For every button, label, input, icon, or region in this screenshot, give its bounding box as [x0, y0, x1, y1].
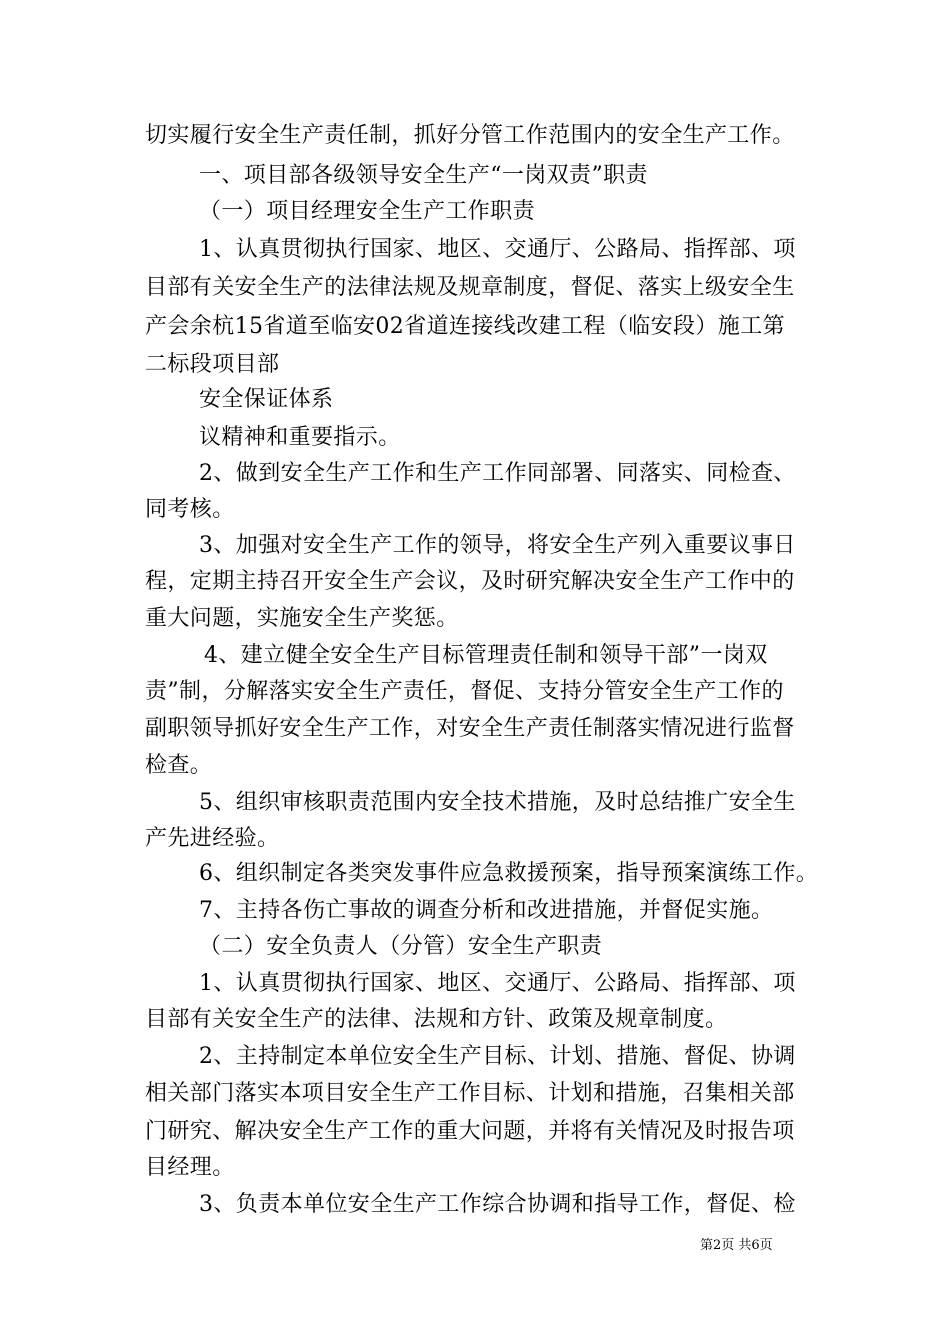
subsection-heading: （一）项目经理安全生产工作职责 [199, 199, 536, 224]
text-line: 3、负责本单位安全生产工作综合协调和指导工作，督促、检 [199, 1192, 796, 1217]
text-line: 副职领导抓好安全生产工作，对安全生产责任制落实情况进行监督 [145, 716, 795, 741]
text-line: 同考核。 [145, 497, 235, 522]
text-line: 责”制，分解落实安全生产责任，督促、支持分管安全生产工作的 [145, 679, 784, 704]
text-line: 检查。 [145, 753, 213, 778]
text-line: 2、做到安全生产工作和生产工作同部署、同落实、同检查、 [199, 461, 796, 486]
page-number-footer: 第2页 共6页 [700, 1238, 773, 1253]
subsection-heading: （二）安全负责人（分管）安全生产职责 [199, 934, 603, 959]
text-line: 目经理。 [145, 1155, 235, 1180]
text-line: 4、建立健全安全生产目标管理责任制和领导干部”一岗双 [204, 643, 768, 668]
text-line: 3、加强对安全生产工作的领导，将安全生产列入重要议事日 [199, 533, 796, 558]
text-line: 切实履行安全生产责任制，抓好分管工作范围内的安全生产工作。 [145, 123, 795, 148]
text-line: 2、主持制定本单位安全生产目标、计划、措施、督促、协调 [199, 1044, 796, 1069]
text-line: 1、认真贯彻执行国家、地区、交通厅、公路局、指挥部、项 [199, 971, 796, 996]
text-line: 7、主持各伤亡事故的调查分析和改进措施，并督促实施。 [199, 898, 774, 923]
text-line: 议精神和重要指示。 [199, 425, 401, 450]
text-line: 相关部门落实本项目安全生产工作目标、计划和措施，召集相关部 [145, 1081, 795, 1106]
text-line: 门研究、解决安全生产工作的重大问题，并将有关情况及时报告项 [145, 1119, 795, 1144]
text-line: 产会余杭15省道至临安02省道连接线改建工程（临安段）施工第 [145, 314, 785, 339]
text-line: 5、组织审核职责范围内安全技术措施，及时总结推广安全生 [199, 790, 796, 815]
text-line: 程，定期主持召开安全生产会议，及时研究解决安全生产工作中的 [145, 569, 795, 594]
text-line: 重大问题，实施安全生产奖惩。 [145, 606, 459, 631]
text-line: 1、认真贯彻执行国家、地区、交通厅、公路局、指挥部、项 [199, 237, 796, 262]
text-line: 目部有关安全生产的法律法规及规章制度，督促、落实上级安全生 [145, 275, 795, 300]
text-line: 二标段项目部 [145, 352, 280, 377]
text-line: 产先进经验。 [145, 826, 280, 851]
text-line: 6、组织制定各类突发事件应急救援预案，指导预案演练工作。 [199, 861, 819, 886]
section-heading: 一、项目部各级领导安全生产“一岗双责”职责 [199, 163, 648, 188]
text-line: 安全保证体系 [199, 387, 334, 412]
text-line: 目部有关安全生产的法律、法规和方针、政策及规章制度。 [145, 1007, 728, 1032]
